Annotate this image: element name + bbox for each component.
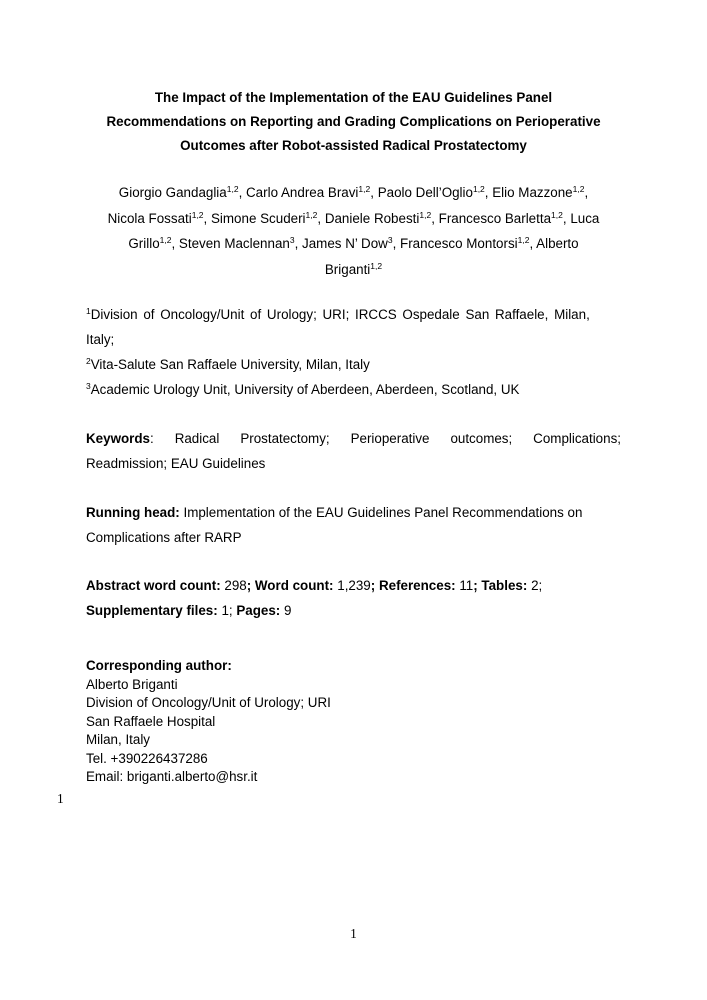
affiliation-mark: 1 xyxy=(86,306,91,316)
author-line: Giorgio Gandaglia$^{1,2}$, Carlo Andrea Bravi$^{1,2}$, Paolo Dell’Oglio$^{1,2}$, Elio Mazzone$^{1,2}$, xyxy=(118,184,589,200)
title-line: The Impact of the Implementation of the EAU Guidelines Panel xyxy=(154,90,553,105)
author-affiliation-mark: 1,2 xyxy=(358,184,371,194)
keyword-word: outcomes; xyxy=(450,431,513,446)
author-affiliation-mark: 1,2 xyxy=(159,235,172,245)
author-name: Carlo Andrea Bravi xyxy=(246,185,359,200)
affiliation-line xyxy=(86,302,621,327)
author-affiliation-mark: 1,2 xyxy=(370,260,383,271)
keyword-word: : xyxy=(150,431,154,446)
page-number: 1 xyxy=(350,926,357,941)
keyword-word: Radical xyxy=(174,431,220,446)
affiliation-mark: 3 xyxy=(86,381,91,391)
keyword-word: Prostatectomy; xyxy=(240,431,330,446)
affiliation-mark: 2 xyxy=(86,356,91,366)
affiliation-text: Academic Urology Unit, University of Aberdeen, Aberdeen, Scotland, UK xyxy=(90,382,520,397)
corresponding-author xyxy=(86,657,621,787)
author-name: Giorgio Gandaglia xyxy=(118,185,227,200)
author-name: Francesco Montorsi xyxy=(400,236,518,251)
running-head-line: Complications after RARP xyxy=(86,530,242,545)
author-name: Simone Scuderi xyxy=(211,210,306,226)
author-name: Francesco Barletta xyxy=(438,210,552,226)
author-name: Briganti xyxy=(324,261,371,277)
corresponding-tel: Tel. +390226437286 xyxy=(86,750,208,766)
keyword-word: Perioperative xyxy=(350,431,430,446)
running-head xyxy=(86,500,621,550)
running-head-label: Running head: xyxy=(86,505,180,520)
author-name: Grillo xyxy=(128,236,160,251)
tables-label: ; Tables: xyxy=(473,578,528,593)
corresponding-city: Milan, Italy xyxy=(86,732,150,747)
author-list xyxy=(80,180,627,282)
references-value: 11 xyxy=(459,578,474,593)
word-counts-line xyxy=(86,573,621,598)
affiliation-line: Italy; xyxy=(86,332,115,347)
affiliation-text: Division of Oncology/Unit of Urology; URI; IRCCS Ospedale San Raffaele, Milan, xyxy=(90,307,590,322)
abstract-count-value: 298 xyxy=(224,578,247,593)
author-affiliation-mark: 3 xyxy=(387,235,393,245)
running-head-line xyxy=(86,500,621,525)
author-name: James N’ Dow xyxy=(302,236,388,251)
author-name: Elio Mazzone xyxy=(492,185,573,200)
pages-label: Pages: xyxy=(236,603,281,618)
affiliation-text: Vita-Salute San Raffaele University, Milan, Italy xyxy=(90,357,370,372)
title-line: Outcomes after Robot-assisted Radical Prostatectomy xyxy=(180,138,527,153)
author-affiliation-mark: 1,2 xyxy=(191,209,204,220)
word-counts xyxy=(86,573,621,623)
affiliation-line xyxy=(86,352,621,377)
author-name: Steven Maclennan xyxy=(178,236,290,251)
corresponding-email: Email: briganti.alberto@hsr.it xyxy=(86,769,258,784)
corresponding-name: Alberto Briganti xyxy=(86,676,178,692)
word-counts-line xyxy=(86,598,621,623)
corresponding-label: Corresponding author: xyxy=(86,658,232,673)
supplementary-label: Supplementary files: xyxy=(86,603,218,618)
author-affiliation-mark: 1,2 xyxy=(572,184,585,194)
author-affiliation-mark: 1,2 xyxy=(551,209,563,220)
author-affiliation-mark: 1,2 xyxy=(305,209,318,220)
supplementary-value: 1; xyxy=(221,603,233,618)
author-line: Grillo$^{1,2}$, Steven Maclennan$^3$, James N’ Dow$^3$, Francesco Montorsi$^{1,2}$, Alberto xyxy=(128,235,579,251)
title-line: Recommendations on Reporting and Grading Complications on Perioperative xyxy=(106,114,601,129)
author-affiliation-mark: 1,2 xyxy=(419,209,432,220)
affiliations xyxy=(86,302,621,402)
keyword-word: Complications; xyxy=(533,431,621,446)
keywords xyxy=(86,426,621,476)
references-label: ; References: xyxy=(370,578,456,593)
keywords-line: Readmission; EAU Guidelines xyxy=(86,456,266,471)
author-name: Paolo Dell’Oglio xyxy=(377,185,473,200)
author-name: Alberto xyxy=(536,236,579,251)
affiliation-line xyxy=(86,377,621,402)
author-affiliation-mark: 1,2 xyxy=(472,184,485,194)
corresponding-dept: Division of Oncology/Unit of Urology; URI xyxy=(86,695,331,710)
author-affiliation-mark: 1,2 xyxy=(226,184,239,194)
author-name: Nicola Fossati xyxy=(107,210,192,226)
word-count-label: ; Word count: xyxy=(246,578,334,593)
corresponding-hospital: San Raffaele Hospital xyxy=(86,713,216,729)
paper-title xyxy=(60,86,647,158)
pages-value: 9 xyxy=(284,603,292,618)
keywords-label: Keywords xyxy=(86,431,150,446)
word-count-value: 1,239 xyxy=(337,578,371,593)
line-number: 1 xyxy=(57,791,64,806)
author-line xyxy=(80,257,627,283)
author-name: Daniele Robesti xyxy=(324,210,420,226)
author-affiliation-mark: 3 xyxy=(289,235,295,245)
author-affiliation-mark: 1,2 xyxy=(517,235,530,245)
abstract-count-label: Abstract word count: xyxy=(86,578,221,593)
keywords-line xyxy=(86,426,621,451)
running-head-text: Implementation of the EAU Guidelines Panel Recommendations on xyxy=(183,505,583,520)
author-line: Nicola Fossati$^{1,2}$, Simone Scuderi$^{1,2}$, Daniele Robesti$^{1,2}$, Francesco Barletta$^{1,2}$, Luca xyxy=(107,209,600,226)
tables-value: 2; xyxy=(531,578,543,593)
author-name: Luca xyxy=(570,210,600,226)
